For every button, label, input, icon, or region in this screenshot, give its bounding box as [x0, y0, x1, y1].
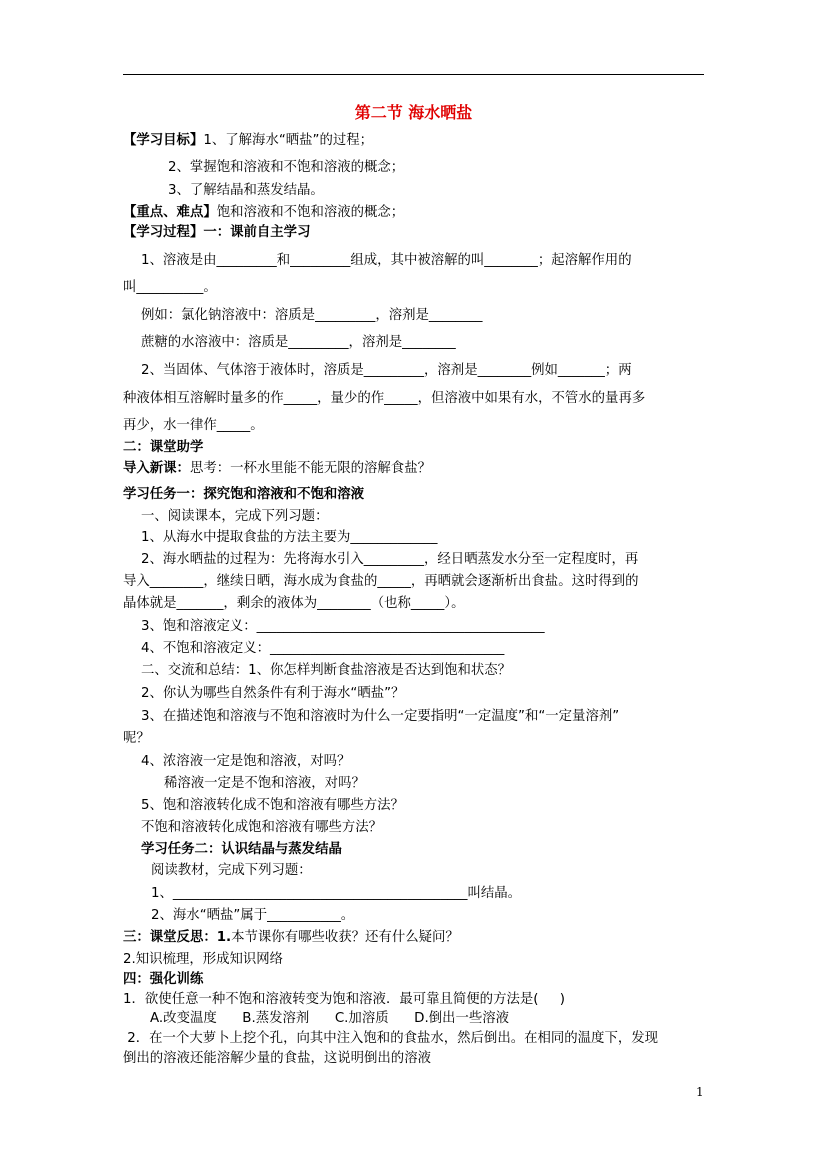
text-line: 2、海水晒盐的过程为：先将海水引入_________，经日晒蒸发水分至一定程度时，再 — [141, 552, 639, 567]
text-line: 叫__________。 — [123, 280, 217, 295]
text-line: 2、掌握饱和溶液和不饱和溶液的概念； — [168, 160, 405, 175]
text-line: 2、你认为哪些自然条件有利于海水“晒盐”？ — [141, 686, 405, 701]
text-line: 2、海水“晒盐”属于___________。 — [151, 908, 355, 923]
bold-label: 三：课堂反思：1. — [123, 930, 232, 945]
text-line: 2．在一个大萝卜上挖个孔，向其中注入饱和的食盐水，然后倒出。在相同的温度下，发现 — [123, 1031, 659, 1046]
bold-label: 学习任务二：认识结晶与蒸发结晶 — [141, 842, 342, 857]
text-line — [141, 840, 342, 860]
bold-label: 导入新课： — [123, 461, 190, 476]
text-line — [123, 438, 203, 458]
bold-label: 四：强化训练 — [123, 972, 204, 987]
text-line: 【学习目标】1、了解海水“晒盐”的过程； — [123, 133, 374, 148]
text-line: 2、当固体、气体溶于液体时，溶质是_________，溶剂是________例如_______；两 — [141, 363, 632, 378]
text-line: A.改变温度 B.蒸发溶剂 C.加溶质 D.倒出一些溶液 — [150, 1011, 510, 1026]
text-line — [123, 970, 203, 990]
bold-label: 二：课堂助学 — [123, 440, 204, 455]
text-line: 4、不饱和溶液定义：___________________________________ — [141, 641, 505, 656]
bold-label: 【重点、难点】 — [123, 205, 217, 220]
text-line: 二、交流和总结：1、你怎样判断食盐溶液是否达到饱和状态？ — [141, 663, 512, 678]
text-line: 5、饱和溶液转化成不饱和溶液有哪些方法？ — [141, 798, 404, 813]
text-line: 例如：氯化钠溶液中：溶质是_________，溶剂是________ — [141, 308, 483, 323]
text-line: 2.知识梳理，形成知识网络 — [123, 952, 284, 967]
text-line: 【重点、难点】饱和溶液和不饱和溶液的概念； — [123, 205, 405, 220]
text-line: 3、饱和溶液定义：___________________________________________ — [141, 619, 545, 634]
header-rule — [123, 74, 704, 75]
text-line: 三：课堂反思：1.本节课你有哪些收获？还有什么疑问？ — [123, 930, 459, 945]
text-line: 种液体相互溶解时量多的作_____，量少的作_____，但溶液中如果有水，不管水的量再多 — [123, 391, 646, 406]
text-line: 导入新课：思考：一杯水里能不能无限的溶解食盐？ — [123, 461, 431, 476]
bold-label: 【学习目标】 — [123, 133, 204, 148]
text-line: 稀溶液一定是不饱和溶液，对吗？ — [164, 776, 365, 791]
text-line: 晶体就是_______，剩余的液体为________（也称_____）。 — [123, 596, 465, 611]
text-line: 一、阅读课本，完成下列习题： — [141, 509, 329, 524]
text-line: 阅读教材，完成下列习题： — [151, 863, 312, 878]
bold-label: 学习任务一：探究饱和溶液和不饱和溶液 — [123, 487, 365, 502]
text-line: 导入________，继续日晒，海水成为食盐的_____，再晒就会逐渐析出食盐。这时得到的 — [123, 574, 639, 589]
text-line — [123, 223, 310, 243]
text-line: 1、溶液是由_________和_________组成，其中被溶解的叫________；起溶解作用的 — [141, 253, 632, 268]
page-title: 第二节 海水晒盐 — [354, 103, 473, 122]
page-number: 1 — [696, 1085, 704, 1099]
text-line — [123, 485, 364, 505]
text-line: 3、在描述饱和溶液与不饱和溶液时为什么一定要指明“一定温度”和“一定量溶剂” — [141, 709, 620, 724]
text-line: 1．欲使任意一种不饱和溶液转变为饱和溶液．最可靠且简便的方法是( ) — [123, 992, 565, 1007]
text-line: 3、了解结晶和蒸发结晶。 — [168, 183, 324, 198]
text-line: 再少，水一律作_____。 — [123, 418, 264, 433]
text-line: 1、从海水中提取食盐的方法主要为_____________ — [141, 530, 438, 545]
text-line: 1、____________________________________________叫结晶。 — [151, 886, 522, 901]
text-line: 不饱和溶液转化成饱和溶液有哪些方法？ — [141, 820, 383, 835]
bold-label: 【学习过程】一：课前自主学习 — [123, 225, 311, 240]
text-line: 呢？ — [123, 731, 150, 746]
text-line: 蔗糖的水溶液中：溶质是_________，溶剂是________ — [141, 335, 456, 350]
text-line: 4、浓溶液一定是饱和溶液，对吗？ — [141, 754, 351, 769]
text-line: 倒出的溶液还能溶解少量的食盐，这说明倒出的溶液 — [123, 1051, 431, 1066]
